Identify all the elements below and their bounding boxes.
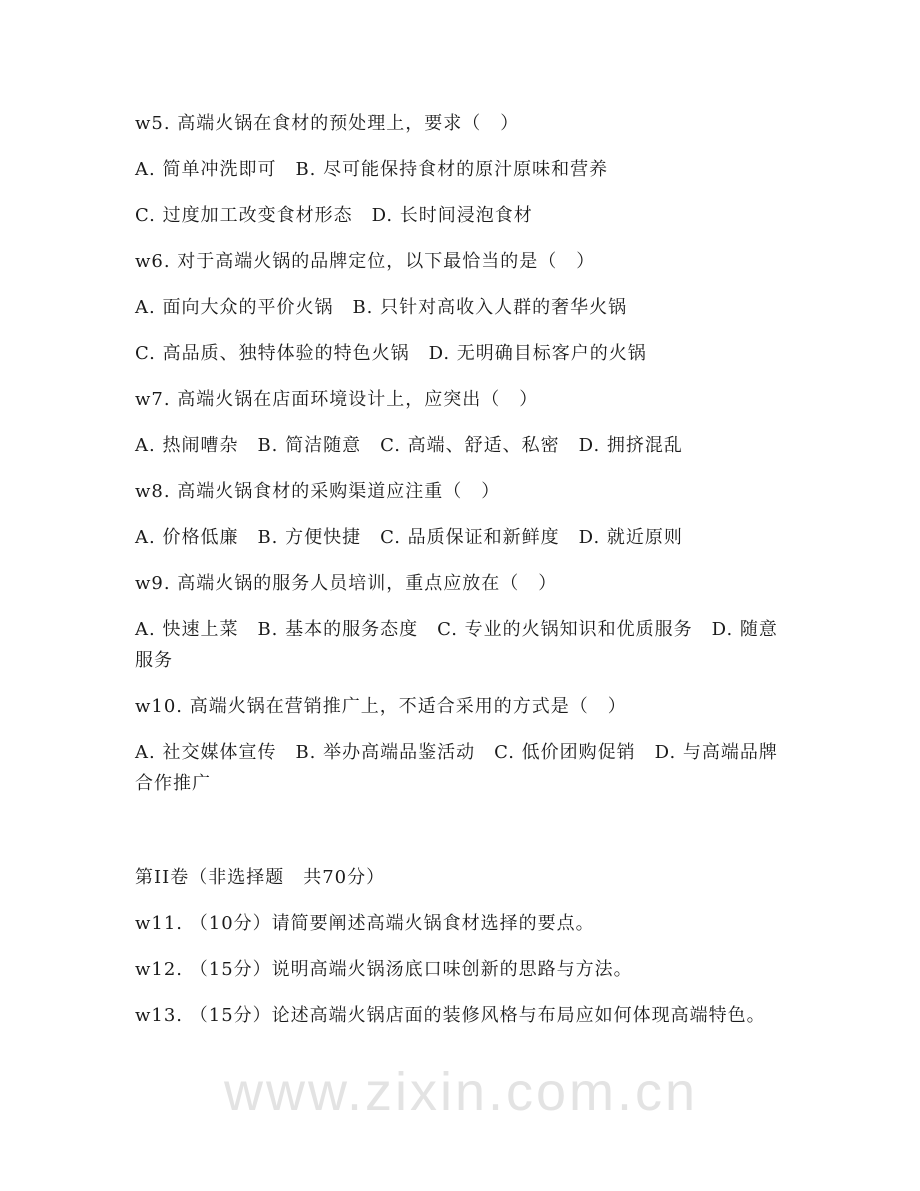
question-7-options: A. 热闹嘈杂 B. 简洁随意 C. 高端、舒适、私密 D. 拥挤混乱 (135, 435, 683, 456)
question-5-options-ab: A. 简单冲洗即可 B. 尽可能保持食材的原汁原味和营养 (135, 159, 609, 180)
question-9-options: A. 快速上菜 B. 基本的服务态度 C. 专业的火锅知识和优质服务 D. 随意服务 (135, 619, 778, 671)
question-7-stem: w7. 高端火锅在店面环境设计上，应突出（ ） (135, 389, 539, 410)
question-11: w11. （10分）请简要阐述高端火锅食材选择的要点。 (135, 913, 595, 934)
question-13: w13. （15分）论述高端火锅店面的装修风格与布局应如何体现高端特色。 (135, 1005, 766, 1026)
watermark-area (135, 1061, 787, 1141)
section-heading-part-2: 第II卷（非选择题 共70分） (135, 867, 386, 888)
question-6-stem: w6. 对于高端火锅的品牌定位，以下最恰当的是（ ） (135, 251, 596, 272)
question-6-options-ab: A. 面向大众的平价火锅 B. 只针对高收入人群的奢华火锅 (135, 297, 628, 318)
question-9-stem: w9. 高端火锅的服务人员培训，重点应放在（ ） (135, 573, 558, 594)
question-8-stem: w8. 高端火锅食材的采购渠道应注重（ ） (135, 481, 501, 502)
question-6-options-cd: C. 高品质、独特体验的特色火锅 D. 无明确目标客户的火锅 (135, 343, 647, 364)
watermark: www.zixin.com.cn (223, 1062, 699, 1122)
question-12: w12. （15分）说明高端火锅汤底口味创新的思路与方法。 (135, 959, 633, 980)
question-10-stem: w10. 高端火锅在营销推广上，不适合采用的方式是（ ） (135, 696, 627, 717)
question-8-options: A. 价格低廉 B. 方便快捷 C. 品质保证和新鲜度 D. 就近原则 (135, 527, 683, 548)
question-5-options-cd: C. 过度加工改变食材形态 D. 长时间浸泡食材 (135, 205, 533, 226)
question-5-stem: w5. 高端火锅在食材的预处理上，要求（ ） (135, 113, 520, 134)
question-10-options: A. 社交媒体宣传 B. 举办高端品鉴活动 C. 低价团购促销 D. 与高端品牌合作推广 (135, 742, 778, 794)
